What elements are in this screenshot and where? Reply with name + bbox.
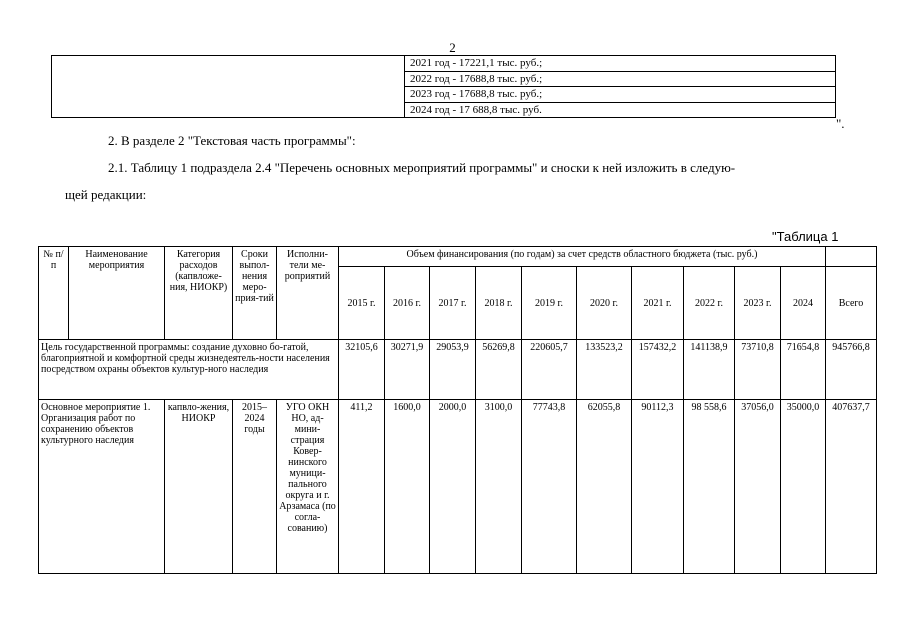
activity-value-2020: 62055,8: [577, 400, 632, 574]
financing-line-2023: 2023 год - 17688,8 тыс. руб.;: [405, 87, 835, 103]
goal-value-2022: 141138,9: [684, 340, 735, 400]
header-row-1: [39, 247, 877, 267]
goal-value-total: 945766,8: [826, 340, 877, 400]
activity-value-2019: 77743,8: [522, 400, 577, 574]
activity-value-2016: 1600,0: [385, 400, 430, 574]
header-terms: Сроки выпол-нения меро-прия-тий: [233, 247, 277, 340]
header-total-blank: [826, 247, 877, 267]
activity-name: Основное мероприятие 1. Организация работ по сохранению объектов культурного наследия: [39, 400, 165, 574]
header-executors: Исполни-тели ме-роприятий: [277, 247, 339, 340]
financing-line-2021: 2021 год - 17221,1 тыс. руб.;: [405, 56, 835, 72]
header-funding: Объем финансирования (по годам) за счет средств областного бюджета (тыс. руб.): [339, 247, 826, 267]
header-num: № п/п: [39, 247, 69, 340]
paragraph-table-1-cont: щей редакции:: [65, 187, 147, 202]
activity-value-2015: 411,2: [339, 400, 385, 574]
activity-value-2018: 3100,0: [476, 400, 522, 574]
year-2017: 2017 г.: [430, 267, 476, 340]
year-2019: 2019 г.: [522, 267, 577, 340]
goal-value-2016: 30271,9: [385, 340, 430, 400]
activity-value-total: 407637,7: [826, 400, 877, 574]
goal-value-2023: 73710,8: [735, 340, 781, 400]
activity-value-2021: 90112,3: [632, 400, 684, 574]
goal-value-2021: 157432,2: [632, 340, 684, 400]
paragraph-section-2: 2. В разделе 2 "Текстовая часть программы":: [108, 133, 356, 148]
goal-text: Цель государственной программы: создание духовно бо-гатой, благоприятной и комфортной среды жизнедеятель-ности населения посредством охраны объектов культур-ного наследия: [39, 340, 339, 400]
year-2021: 2021 г.: [632, 267, 684, 340]
year-total: Всего: [826, 267, 877, 340]
year-2020: 2020 г.: [577, 267, 632, 340]
financing-label-cell: [52, 56, 405, 118]
goal-row: [39, 340, 877, 400]
goal-value-2015: 32105,6: [339, 340, 385, 400]
financing-line-2022: 2022 год - 17688,8 тыс. руб.;: [405, 72, 835, 88]
year-2016: 2016 г.: [385, 267, 430, 340]
activity-value-2022: 98 558,6: [684, 400, 735, 574]
activity-value-2024: 35000,0: [781, 400, 826, 574]
year-2018: 2018 г.: [476, 267, 522, 340]
activity-value-2023: 37056,0: [735, 400, 781, 574]
year-2023: 2023 г.: [735, 267, 781, 340]
closing-quote: ".: [836, 116, 845, 131]
activity-category: капвло-жения, НИОКР: [165, 400, 233, 574]
activity-row: [39, 400, 877, 574]
header-name: Наименование мероприятия: [69, 247, 165, 340]
goal-value-2017: 29053,9: [430, 340, 476, 400]
year-2022: 2022 г.: [684, 267, 735, 340]
page-number: 2: [449, 40, 456, 55]
header-category: Категория расходов (капвложе-ния, НИОКР): [165, 247, 233, 340]
activity-value-2017: 2000,0: [430, 400, 476, 574]
goal-value-2020: 133523,2: [577, 340, 632, 400]
activities-table: [38, 246, 877, 574]
activity-executors: УГО ОКН НО, ад-мини-страция Ковер-нинского муници-пального округа и г. Арзамаса (по согла-сованию): [277, 400, 339, 574]
financing-summary-table: [51, 55, 836, 118]
year-2024: 2024: [781, 267, 826, 340]
paragraph-table-1: 2.1. Таблицу 1 подраздела 2.4 "Перечень основных мероприятий программы" и сноски к ней изложить в следую-: [108, 160, 736, 175]
financing-values-cell: [405, 56, 836, 118]
activity-terms: 2015–2024 годы: [233, 400, 277, 574]
goal-value-2018: 56269,8: [476, 340, 522, 400]
financing-line-2024: 2024 год - 17 688,8 тыс. руб.: [410, 103, 542, 116]
year-2015: 2015 г.: [339, 267, 385, 340]
table-title: "Таблица 1: [772, 229, 839, 244]
goal-value-2019: 220605,7: [522, 340, 577, 400]
goal-value-2024: 71654,8: [781, 340, 826, 400]
